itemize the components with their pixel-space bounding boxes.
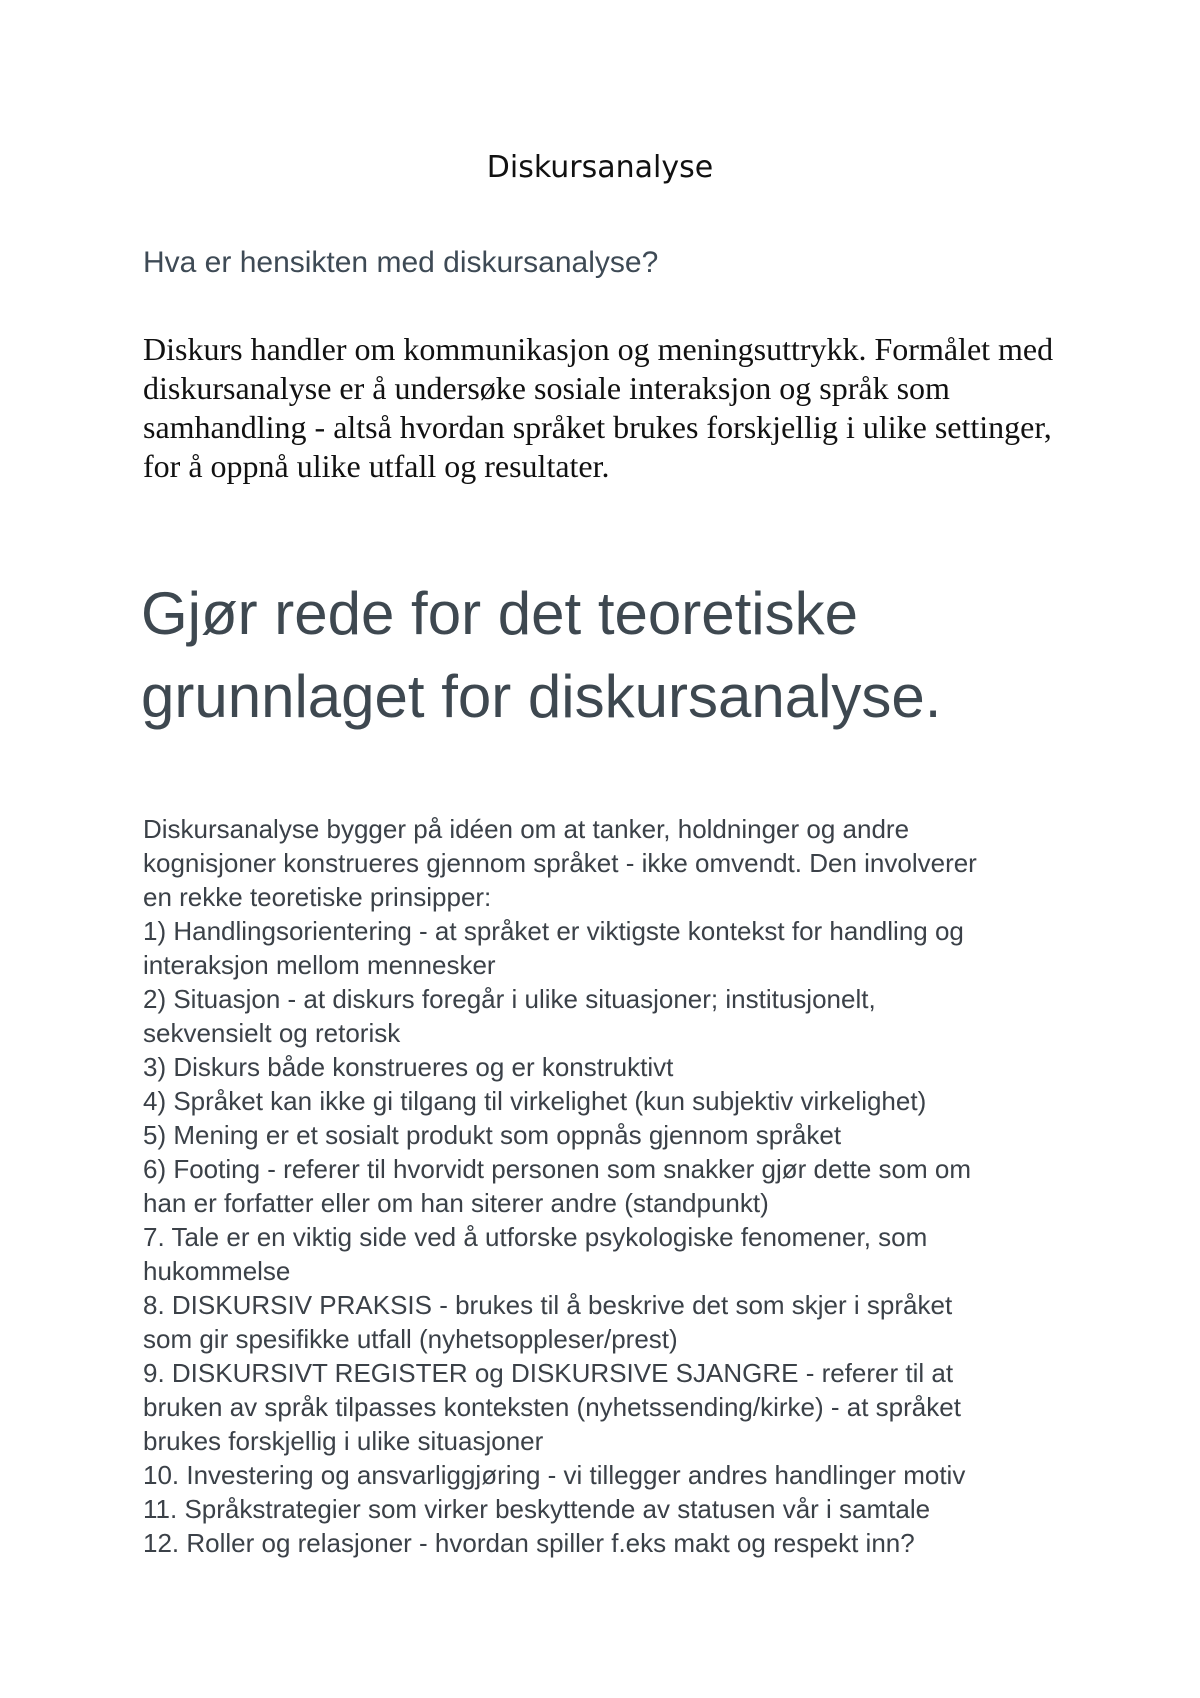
- body-line: bruken av språk tilpasses konteksten (nyhetssending/kirke) - at språket: [143, 1392, 961, 1422]
- section-heading: Gjør rede for det teoretiske grunnlaget for diskursanalyse.: [141, 580, 942, 730]
- body-line: han er forfatter eller om han siterer andre (standpunkt): [143, 1188, 769, 1218]
- body-line: 6) Footing - referer til hvorvidt personen som snakker gjør dette som om: [143, 1154, 971, 1184]
- document-title: Diskursanalyse: [486, 150, 714, 185]
- body-line: 2) Situasjon - at diskurs foregår i ulike situasjoner; institusjonelt,: [143, 984, 876, 1014]
- body-line: 10. Investering og ansvarliggjøring - vi tillegger andres handlinger motiv: [143, 1460, 966, 1490]
- body-line: Diskursanalyse bygger på idéen om at tanker, holdninger og andre: [143, 814, 910, 844]
- body-text: [143, 812, 1093, 1560]
- body-line: interaksjon mellom mennesker: [143, 950, 496, 980]
- body-line: 12. Roller og relasjoner - hvordan spiller f.eks makt og respekt inn?: [143, 1528, 915, 1558]
- body-line: 7. Tale er en viktig side ved å utforske psykologiske fenomener, som: [143, 1222, 928, 1252]
- body-line: 3) Diskurs både konstrueres og er konstruktivt: [143, 1052, 674, 1082]
- intro-paragraph: Diskurs handler om kommunikasjon og meningsuttrykk. Formålet med diskursanalyse er å undersøke sosiale interaksjon og språk som samhandling - altså hvordan språket brukes forskjellig i ulike settinger, for å oppnå ulike utfall og resultater.: [143, 331, 1054, 484]
- body-line: en rekke teoretiske prinsipper:: [143, 882, 492, 912]
- body-line: 8. DISKURSIV PRAKSIS - brukes til å beskrive det som skjer i språket: [143, 1290, 953, 1320]
- body-line: 9. DISKURSIVT REGISTER og DISKURSIVE SJANGRE - referer til at: [143, 1358, 954, 1388]
- body-line: 5) Mening er et sosialt produkt som oppnås gjennom språket: [143, 1120, 842, 1150]
- body-line: som gir spesifikke utfall (nyhetsoppleser/prest): [143, 1324, 678, 1354]
- question-heading: Hva er hensikten med diskursanalyse?: [143, 246, 659, 279]
- body-line: brukes forskjellig i ulike situasjoner: [143, 1426, 544, 1456]
- body-line: sekvensielt og retorisk: [143, 1018, 401, 1048]
- body-line: 1) Handlingsorientering - at språket er viktigste kontekst for handling og: [143, 916, 964, 946]
- body-line: kognisjoner konstrueres gjennom språket - ikke omvendt. Den involverer: [143, 848, 977, 878]
- body-line: 11. Språkstrategier som virker beskyttende av statusen vår i samtale: [143, 1494, 931, 1524]
- body-line: hukommelse: [143, 1256, 291, 1286]
- body-line: 4) Språket kan ikke gi tilgang til virkelighet (kun subjektiv virkelighet): [143, 1086, 927, 1116]
